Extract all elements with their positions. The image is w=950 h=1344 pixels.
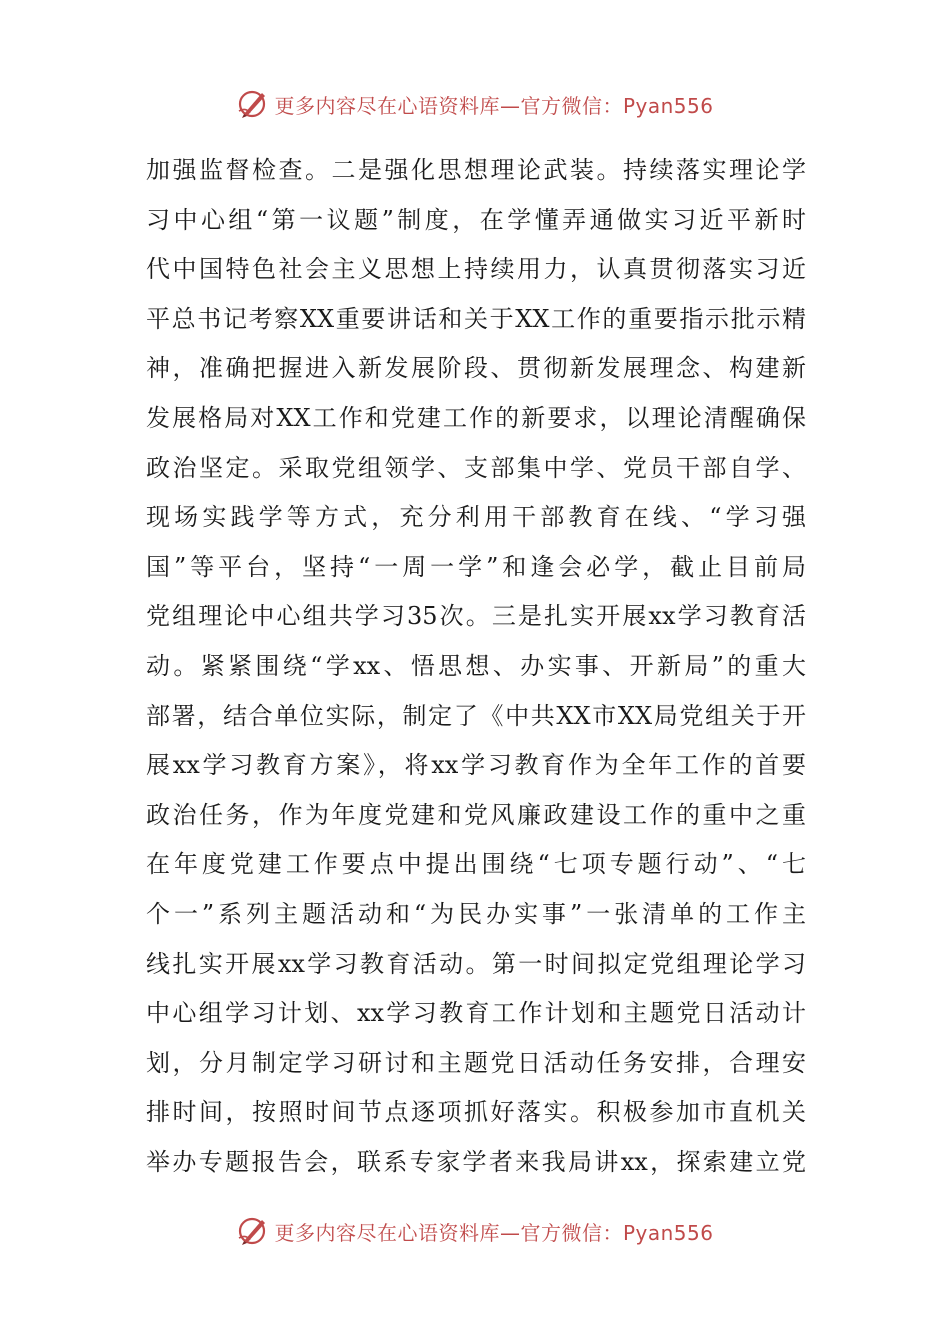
banner-text: 更多内容尽在心语资料库—官方微信：Pyan556 (274, 93, 714, 118)
footer-banner (0, 1211, 950, 1251)
document-body (146, 146, 806, 1187)
text-line: 中心组学习计划、xx学习教育工作计划和主题党日活动计 (146, 999, 806, 1028)
text-line: 展xx学习教育方案》，将xx学习教育作为全年工作的首要 (146, 751, 806, 780)
text-line: 神，准确把握进入新发展阶段、贯彻新发展理念、构建新 (146, 354, 806, 383)
text-line: 平总书记考察XX重要讲话和关于XX工作的重要指示批示精 (146, 304, 806, 333)
text-line: 线扎实开展xx学习教育活动。第一时间拟定党组理论学习 (146, 949, 806, 978)
text-line: 部署，结合单位实际，制定了《中共XX市XX局党组关于开 (146, 701, 806, 730)
header-banner (0, 84, 950, 124)
pen-logo-icon (236, 87, 270, 121)
text-line: 现场实践学等方式，充分利用干部教育在线、“学习强 (146, 503, 806, 532)
text-line: 在年度党建工作要点中提出围绕“七项专题行动”、“七 (146, 850, 806, 879)
text-line: 习中心组“第一议题”制度，在学懂弄通做实习近平新时 (146, 205, 806, 234)
text-line: 政治坚定。采取党组领学、支部集中学、党员干部自学、 (146, 453, 806, 482)
text-line: 加强监督检查。二是强化思想理论武装。持续落实理论学 (146, 156, 806, 184)
text-line: 个一”系列主题活动和“为民办实事”一张清单的工作主 (146, 899, 806, 928)
text-line: 政治任务，作为年度党建和党风廉政建设工作的重中之重 (146, 800, 806, 829)
text-line: 代中国特色社会主义思想上持续用力，认真贯彻落实习近 (146, 255, 806, 284)
text-line: 党组理论中心组共学习35次。三是扎实开展xx学习教育活 (146, 602, 806, 631)
banner-text: 更多内容尽在心语资料库—官方微信：Pyan556 (274, 1220, 714, 1245)
pen-logo-icon (236, 1214, 270, 1248)
text-line: 排时间，按照时间节点逐项抓好落实。积极参加市直机关 (146, 1098, 806, 1127)
text-line: 国”等平台，坚持“一周一学”和逢会必学，截止目前局 (146, 552, 806, 581)
text-line: 发展格局对XX工作和党建工作的新要求，以理论清醒确保 (146, 403, 806, 432)
text-line: 划，分月制定学习研讨和主题党日活动任务安排，合理安 (146, 1048, 806, 1077)
text-line: 动。紧紧围绕“学xx、悟思想、办实事、开新局”的重大 (146, 651, 806, 680)
text-line: 举办专题报告会，联系专家学者来我局讲xx，探索建立党 (146, 1147, 806, 1176)
